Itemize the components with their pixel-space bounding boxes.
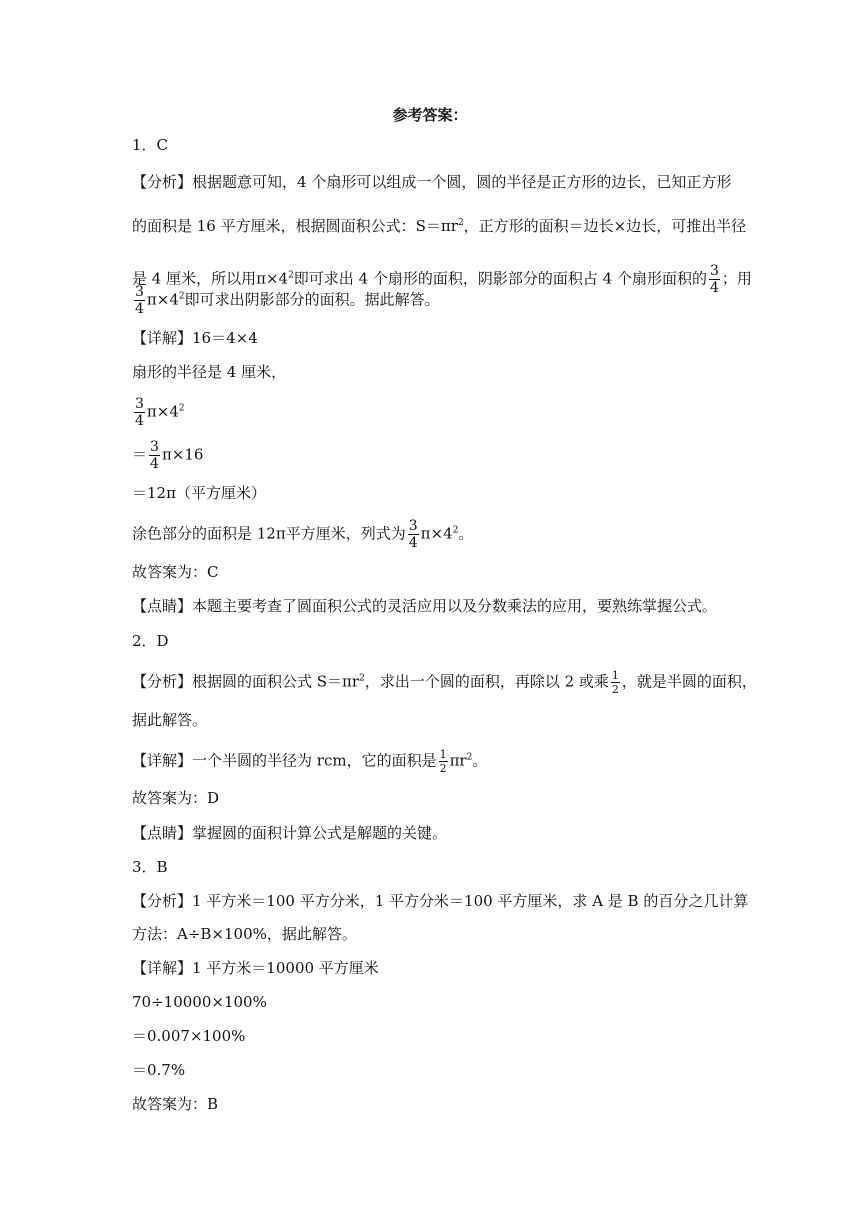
text-run: 【详解】16＝4×4 xyxy=(132,329,258,347)
fraction-numerator: 3 xyxy=(709,263,719,279)
text-run: 2．D xyxy=(132,632,169,650)
text-line-q1-answer xyxy=(132,562,218,582)
text-run: 故答案为：D xyxy=(132,789,220,807)
fraction xyxy=(408,519,419,550)
text-line-q1-detail-3 xyxy=(132,397,185,428)
text-line-q1-detail-6 xyxy=(132,519,473,550)
text-run: ；用 xyxy=(721,269,752,288)
text-line-q2-analysis-1 xyxy=(132,670,757,695)
text-line-q3-detail-4 xyxy=(132,1060,185,1080)
text-run: 3．B xyxy=(132,858,168,876)
fraction xyxy=(439,749,448,774)
fraction xyxy=(709,264,720,295)
text-line-q3-analysis-1 xyxy=(132,891,748,911)
text-line-q3-analysis-2 xyxy=(132,924,357,944)
fraction xyxy=(134,285,145,316)
text-line-q3-answer xyxy=(132,1094,218,1114)
fraction-denominator: 2 xyxy=(439,762,447,775)
text-run: 【详解】1 平方米＝10000 平方厘米 xyxy=(132,959,379,977)
text-line-q3 xyxy=(132,857,168,877)
fraction-denominator: 4 xyxy=(135,413,144,429)
text-line-q1-detail-1 xyxy=(132,328,258,348)
text-run: π×4 xyxy=(146,290,179,309)
fraction-denominator: 4 xyxy=(709,280,719,296)
text-line-q3-detail-3 xyxy=(132,1026,245,1046)
text-run: π×4 xyxy=(146,402,179,421)
text-line-q3-detail-2 xyxy=(132,992,267,1012)
superscript: 2 xyxy=(457,218,464,228)
fraction xyxy=(149,440,160,471)
superscript: 2 xyxy=(178,403,185,414)
text-run: π×4 xyxy=(420,524,453,543)
text-run: ，求出一个圆的面积，再除以 2 或乘 xyxy=(364,672,609,691)
superscript: 2 xyxy=(452,525,459,536)
text-run: 1．C xyxy=(132,136,169,154)
fraction-numerator: 1 xyxy=(611,669,619,682)
text-run: 的面积是 16 平方厘米，根据圆面积公式：S＝πr xyxy=(132,217,458,235)
fraction xyxy=(611,670,620,695)
fraction-denominator: 4 xyxy=(135,301,144,317)
fraction xyxy=(134,397,145,428)
text-run: 【分析】根据圆的面积公式 S＝πr xyxy=(132,672,360,691)
text-line-q1-comment xyxy=(132,596,717,616)
text-run: 。 xyxy=(458,524,474,543)
text-run: 【点睛】本题主要考查了圆面积公式的灵活应用以及分数乘法的应用，要熟练掌握公式。 xyxy=(132,597,718,615)
text-line-q1-detail-2 xyxy=(132,362,286,382)
fraction-denominator: 4 xyxy=(150,456,159,472)
text-run: π×16 xyxy=(161,445,204,464)
text-line-q1-detail-4 xyxy=(132,440,203,471)
fraction-numerator: 1 xyxy=(439,748,447,761)
text-run: 据此解答。 xyxy=(132,711,208,729)
text-line-q1-analysis-4 xyxy=(132,285,440,316)
text-run: 【点睛】掌握圆的面积计算公式是解题的关键。 xyxy=(132,824,448,842)
text-line-q2 xyxy=(132,631,169,651)
text-run: 方法：A÷B×100%，据此解答。 xyxy=(132,925,357,943)
superscript: 2 xyxy=(466,752,473,763)
text-run: 是 4 厘米，所以用π×4 xyxy=(132,269,289,288)
text-run: πr xyxy=(449,751,467,770)
text-run: 【详解】一个半圆的半径为 rcm，它的面积是 xyxy=(132,751,437,770)
text-run: 故答案为：C xyxy=(132,563,219,581)
text-run: 故答案为：B xyxy=(132,1095,219,1113)
text-run: 70÷10000×100% xyxy=(132,993,267,1011)
superscript: 2 xyxy=(359,673,365,684)
text-line-q1-detail-5 xyxy=(132,483,266,503)
text-run: ，正方形的面积＝边长×边长，可推出半径 xyxy=(463,217,747,235)
text-run: ＝0.7% xyxy=(132,1061,186,1079)
text-run: 即可求出阴影部分的面积。据此解答。 xyxy=(184,290,440,309)
text-run: ＝12π（平方厘米） xyxy=(132,484,266,502)
text-run: 扇形的半径是 4 厘米， xyxy=(132,363,287,381)
fraction-numerator: 3 xyxy=(135,284,144,300)
text-run: 【分析】1 平方米＝100 平方分米，1 平方分米＝100 平方厘米，求 A 是 B 的百分之几计算 xyxy=(132,892,749,910)
text-line-q1-analysis-2 xyxy=(132,216,746,236)
fraction-numerator: 3 xyxy=(408,518,418,534)
fraction-numerator: 3 xyxy=(135,396,144,412)
fraction-denominator: 2 xyxy=(611,683,619,696)
page-title: 参考答案： xyxy=(392,106,468,124)
text-line-q2-answer xyxy=(132,788,219,808)
text-line-q2-detail xyxy=(132,749,487,774)
text-line-q2-comment xyxy=(132,823,447,843)
text-run: 即可求出 4 个扇形的面积，阴影部分的面积占 4 个扇形面积的 xyxy=(293,269,707,288)
superscript: 2 xyxy=(178,291,185,302)
fraction-denominator: 4 xyxy=(408,535,418,551)
text-run: 。 xyxy=(472,751,488,770)
text-run: 【分析】根据题意可知，4 个扇形可以组成一个圆，圆的半径是正方形的边长，已知正方形 xyxy=(132,173,732,191)
text-line-q2-analysis-2 xyxy=(132,710,207,730)
text-run: ＝ xyxy=(132,445,148,464)
fraction-numerator: 3 xyxy=(150,439,159,455)
text-run: ＝0.007×100% xyxy=(132,1027,246,1045)
superscript: 2 xyxy=(288,270,294,281)
text-line-q3-detail-1 xyxy=(132,958,379,978)
text-run: 涂色部分的面积是 12π平方厘米，列式为 xyxy=(132,524,406,543)
text-line-q1 xyxy=(132,135,168,155)
text-run: ，就是半圆的面积， xyxy=(621,672,757,691)
text-line-q1-analysis-1 xyxy=(132,172,731,192)
